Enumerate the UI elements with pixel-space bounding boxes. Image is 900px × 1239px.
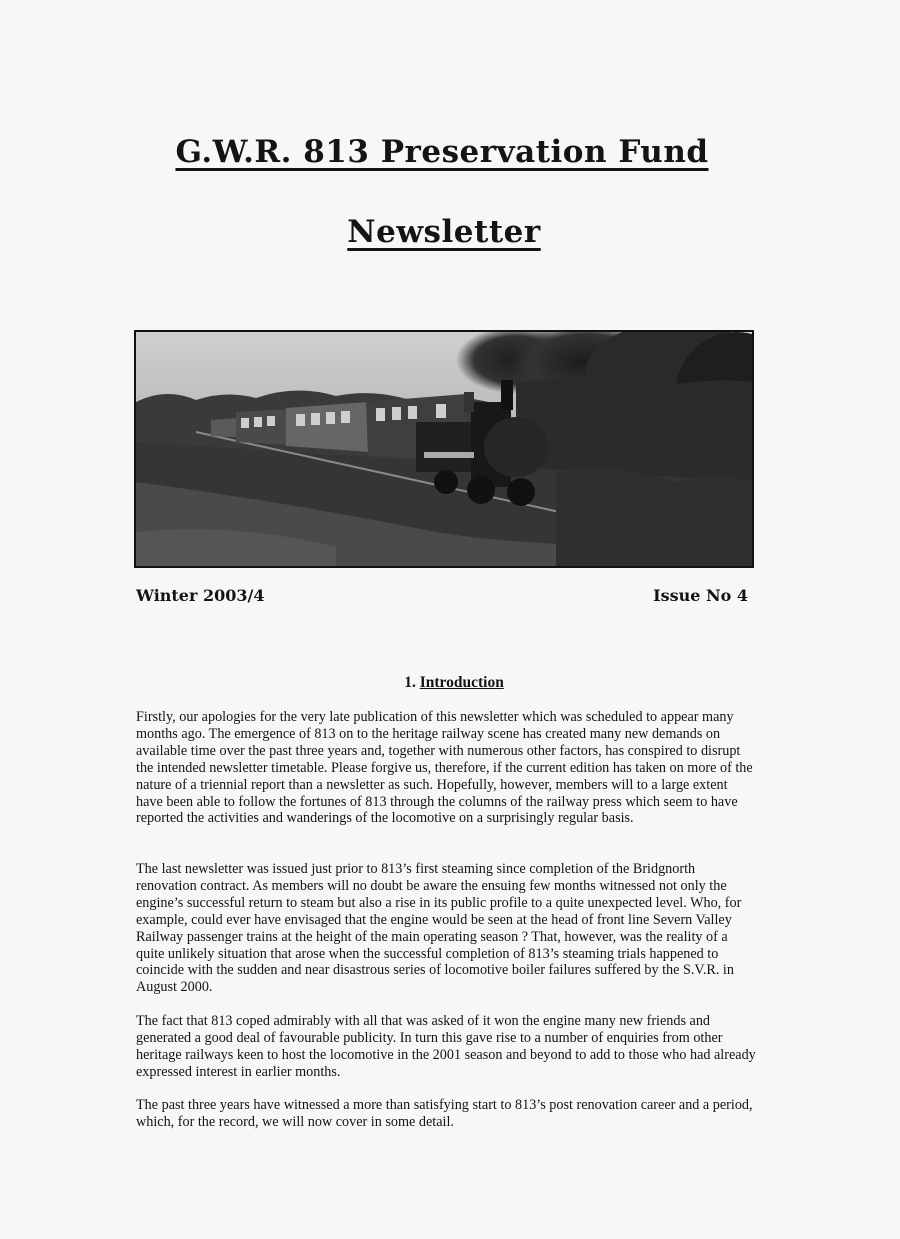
section-heading [0,674,900,692]
paragraph: Firstly, our apologies for the very late publication of this newsletter which was scheduled to appear many months ago. The emergence of 813 on to the heritage railway scene has created many new demands on available time over the past three years and, together with numerous other factors, has conspired to disrupt the intended newsletter timetable. Please forgive us, therefore, if the current edition has taken on more of the nature of a triennial report than a newsletter as such. Hopefully, however, members will to a large extent have been able to follow the fortunes of 813 through the columns of the railway press which seem to have reported the activities and wanderings of the locomotive on a surprisingly regular basis. [136,709,753,827]
steam-locomotive-photo [134,330,754,568]
issue-number: Issue No 4 [653,586,748,605]
newsletter-subtitle: Newsletter [347,214,541,250]
paragraph: The past three years have witnessed a more than satisfying start to 813’s post renovation career and a period, which, for the record, we will now cover in some detail. [136,1097,753,1130]
paragraph: The last newsletter was issued just prior to 813’s first steaming since completion of the Bridgnorth renovation contract. As members will no doubt be aware the ensuing few months witnessed not only the engine’s successful return to steam but also a rise in its public profile to a quite unexpected level. Who, for example, could ever have envisaged that the engine would be seen at the head of front line Severn Valley Railway passenger trains at the height of the main operating season ? That, however, was the reality of a quite unlikely situation that arose when the successful completion of 813’s steaming trials happened to coincide with the sudden and near disastrous series of locomotive boiler failures suffered by the S.V.R. in August 2000. [136,861,742,996]
section-title: Introduction [419,674,504,691]
issue-season: Winter 2003/4 [136,586,265,605]
newsletter-title: G.W.R. 813 Preservation Fund [175,134,709,170]
section-number: 1. [404,674,416,691]
paragraph: The fact that 813 coped admirably with all that was asked of it won the engine many new friends and generated a good deal of favourable publicity. In turn this gave rise to a number of enquiries from other heritage railways keen to host the locomotive in the 2001 season and beyond to add to those who had already expressed interest in earlier months. [136,1013,756,1080]
